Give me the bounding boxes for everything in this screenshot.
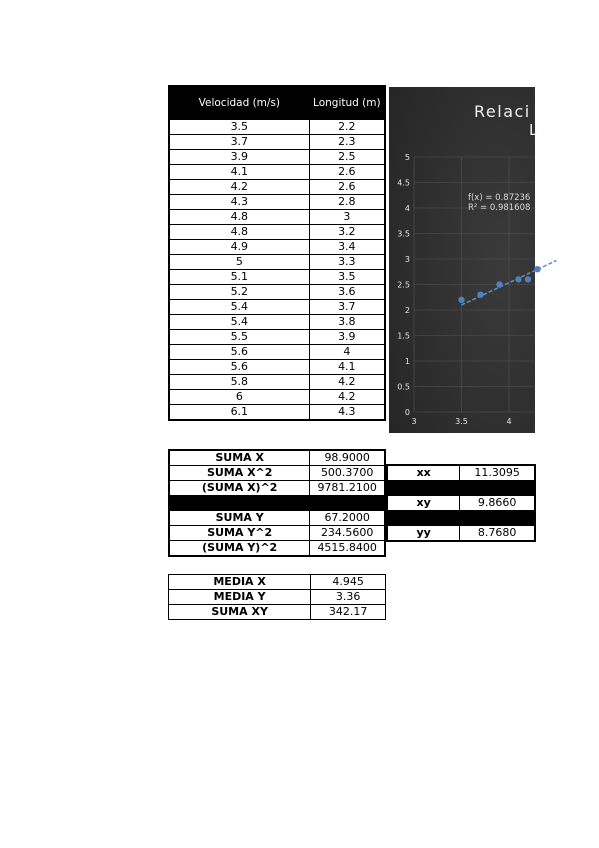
velocidad-cell[interactable]: 4.1 xyxy=(169,165,309,180)
suma-x-squared-value[interactable]: 9781.2100 xyxy=(310,481,385,496)
table-row xyxy=(169,120,385,135)
velocidad-cell[interactable]: 4.2 xyxy=(169,180,309,195)
chart-title: Relaci xyxy=(474,102,531,121)
y-tick-label: 0 xyxy=(404,408,410,417)
velocidad-cell[interactable]: 4.3 xyxy=(169,195,309,210)
longitud-cell[interactable]: 3.5 xyxy=(309,270,385,285)
longitud-cell[interactable]: 3.9 xyxy=(309,330,385,345)
table-row xyxy=(169,390,385,405)
header-velocidad[interactable]: Velocidad (m/s) xyxy=(169,86,309,120)
xx-label[interactable]: xx xyxy=(387,465,460,481)
suma-x-label[interactable]: SUMA X xyxy=(169,450,310,466)
y-tick-label: 3 xyxy=(404,255,410,264)
suma-y2-value[interactable]: 234.5600 xyxy=(310,526,385,541)
velocidad-cell[interactable]: 3.5 xyxy=(169,120,309,135)
media-x-value[interactable]: 4.945 xyxy=(311,575,386,590)
longitud-cell[interactable]: 4.3 xyxy=(309,405,385,421)
table-row xyxy=(169,345,385,360)
table-row xyxy=(169,315,385,330)
y-tick-label: 1 xyxy=(404,357,410,366)
chart-title-line2: L xyxy=(529,121,538,139)
y-tick-label: 4.5 xyxy=(397,178,410,188)
black-separator-row xyxy=(169,496,385,511)
header-longitud[interactable]: Longitud (m) xyxy=(309,86,385,120)
yy-label[interactable]: yy xyxy=(387,526,460,542)
velocidad-cell[interactable]: 5.8 xyxy=(169,375,309,390)
velocidad-cell[interactable]: 3.9 xyxy=(169,150,309,165)
longitud-cell[interactable]: 4.1 xyxy=(309,360,385,375)
longitud-cell[interactable]: 2.5 xyxy=(309,150,385,165)
yy-value[interactable]: 8.7680 xyxy=(460,526,535,542)
longitud-cell[interactable]: 3.7 xyxy=(309,300,385,315)
black-cell[interactable] xyxy=(387,511,460,526)
y-tick-label: 0.5 xyxy=(397,382,410,392)
x-tick-label: 4 xyxy=(506,417,512,426)
data-point[interactable] xyxy=(525,276,531,282)
trendline-r2: R² = 0.981608 xyxy=(468,203,531,213)
velocidad-cell[interactable]: 4.8 xyxy=(169,225,309,240)
x-tick-label: 3 xyxy=(411,417,417,426)
velocidad-cell[interactable]: 5.6 xyxy=(169,360,309,375)
velocidad-cell[interactable]: 3.7 xyxy=(169,135,309,150)
data-point[interactable] xyxy=(458,297,464,303)
suma-y-squared-value[interactable]: 4515.8400 xyxy=(310,541,385,557)
y-tick-label: 1.5 xyxy=(397,331,410,341)
data-point[interactable] xyxy=(534,266,540,272)
table-row xyxy=(169,375,385,390)
suma-x2-label[interactable]: SUMA X^2 xyxy=(169,466,310,481)
black-cell[interactable] xyxy=(460,481,535,496)
y-tick-label: 3.5 xyxy=(397,229,410,239)
trendline-equation: f(x) = 0.87236 xyxy=(468,193,531,203)
table-row xyxy=(169,180,385,195)
table-row xyxy=(169,240,385,255)
media-table xyxy=(168,574,386,620)
sums-table xyxy=(168,449,386,557)
media-y-label[interactable]: MEDIA Y xyxy=(169,590,311,605)
data-point[interactable] xyxy=(477,292,483,298)
y-tick-label: 2 xyxy=(404,306,410,315)
longitud-cell[interactable]: 4.2 xyxy=(309,375,385,390)
x-tick-label: 3.5 xyxy=(455,417,468,426)
longitud-cell[interactable]: 3.3 xyxy=(309,255,385,270)
table-row xyxy=(169,270,385,285)
suma-x-squared-label[interactable]: (SUMA X)^2 xyxy=(169,481,310,496)
velocidad-cell[interactable]: 5.4 xyxy=(169,315,309,330)
table-row xyxy=(169,195,385,210)
scatter-chart[interactable] xyxy=(389,87,538,433)
suma-y-value[interactable]: 67.2000 xyxy=(310,511,385,526)
velocidad-cell[interactable]: 6 xyxy=(169,390,309,405)
y-tick-label: 5 xyxy=(404,153,410,162)
media-x-label[interactable]: MEDIA X xyxy=(169,575,311,590)
data-point[interactable] xyxy=(496,281,502,287)
longitud-cell[interactable]: 2.8 xyxy=(309,195,385,210)
suma-y2-label[interactable]: SUMA Y^2 xyxy=(169,526,310,541)
velocidad-cell[interactable]: 5.2 xyxy=(169,285,309,300)
black-separator-row xyxy=(387,511,535,526)
xx-value[interactable]: 11.3095 xyxy=(460,465,535,481)
data-table xyxy=(168,85,386,421)
velocidad-cell[interactable]: 6.1 xyxy=(169,405,309,421)
black-cell[interactable] xyxy=(169,496,310,511)
longitud-cell[interactable]: 4.2 xyxy=(309,390,385,405)
suma-y-label[interactable]: SUMA Y xyxy=(169,511,310,526)
table-row xyxy=(169,285,385,300)
table-row xyxy=(169,225,385,240)
y-tick-label: 4 xyxy=(404,204,410,213)
longitud-cell[interactable]: 3.6 xyxy=(309,285,385,300)
table-row xyxy=(169,150,385,165)
table-row xyxy=(169,300,385,315)
table-row xyxy=(169,405,385,421)
table-row xyxy=(169,330,385,345)
velocidad-cell[interactable]: 5.6 xyxy=(169,345,309,360)
black-cell[interactable] xyxy=(310,496,385,511)
longitud-cell[interactable]: 2.2 xyxy=(309,120,385,135)
suma-xy-label[interactable]: SUMA XY xyxy=(169,605,311,620)
media-y-value[interactable]: 3.36 xyxy=(311,590,386,605)
table-row xyxy=(169,135,385,150)
longitud-cell[interactable]: 2.3 xyxy=(309,135,385,150)
longitud-cell[interactable]: 2.6 xyxy=(309,180,385,195)
suma-x2-value[interactable]: 500.3700 xyxy=(310,466,385,481)
velocidad-cell[interactable]: 5.4 xyxy=(169,300,309,315)
y-tick-label: 2.5 xyxy=(397,280,410,290)
data-point[interactable] xyxy=(515,276,521,282)
longitud-cell[interactable]: 4 xyxy=(309,345,385,360)
velocidad-cell[interactable]: 5.5 xyxy=(169,330,309,345)
suma-x-value[interactable]: 98.9000 xyxy=(310,450,385,466)
black-separator-row xyxy=(387,481,535,496)
black-cell[interactable] xyxy=(387,481,460,496)
longitud-cell[interactable]: 3.2 xyxy=(309,225,385,240)
velocidad-cell[interactable]: 4.9 xyxy=(169,240,309,255)
xy-value[interactable]: 9.8660 xyxy=(460,496,535,511)
chart-background xyxy=(389,87,535,433)
velocidad-cell[interactable]: 5 xyxy=(169,255,309,270)
velocidad-cell[interactable]: 5.1 xyxy=(169,270,309,285)
longitud-cell[interactable]: 3 xyxy=(309,210,385,225)
velocidad-cell[interactable]: 4.8 xyxy=(169,210,309,225)
data-table-body xyxy=(169,120,385,421)
suma-xy-value[interactable]: 342.17 xyxy=(311,605,386,620)
table-row xyxy=(169,255,385,270)
table-row xyxy=(169,360,385,375)
suma-y-squared-label[interactable]: (SUMA Y)^2 xyxy=(169,541,310,557)
chart-svg xyxy=(389,87,538,433)
variance-table xyxy=(386,464,536,542)
black-cell[interactable] xyxy=(460,511,535,526)
table-row xyxy=(169,165,385,180)
longitud-cell[interactable]: 3.8 xyxy=(309,315,385,330)
longitud-cell[interactable]: 2.6 xyxy=(309,165,385,180)
longitud-cell[interactable]: 3.4 xyxy=(309,240,385,255)
table-row xyxy=(169,210,385,225)
xy-label[interactable]: xy xyxy=(387,496,460,511)
